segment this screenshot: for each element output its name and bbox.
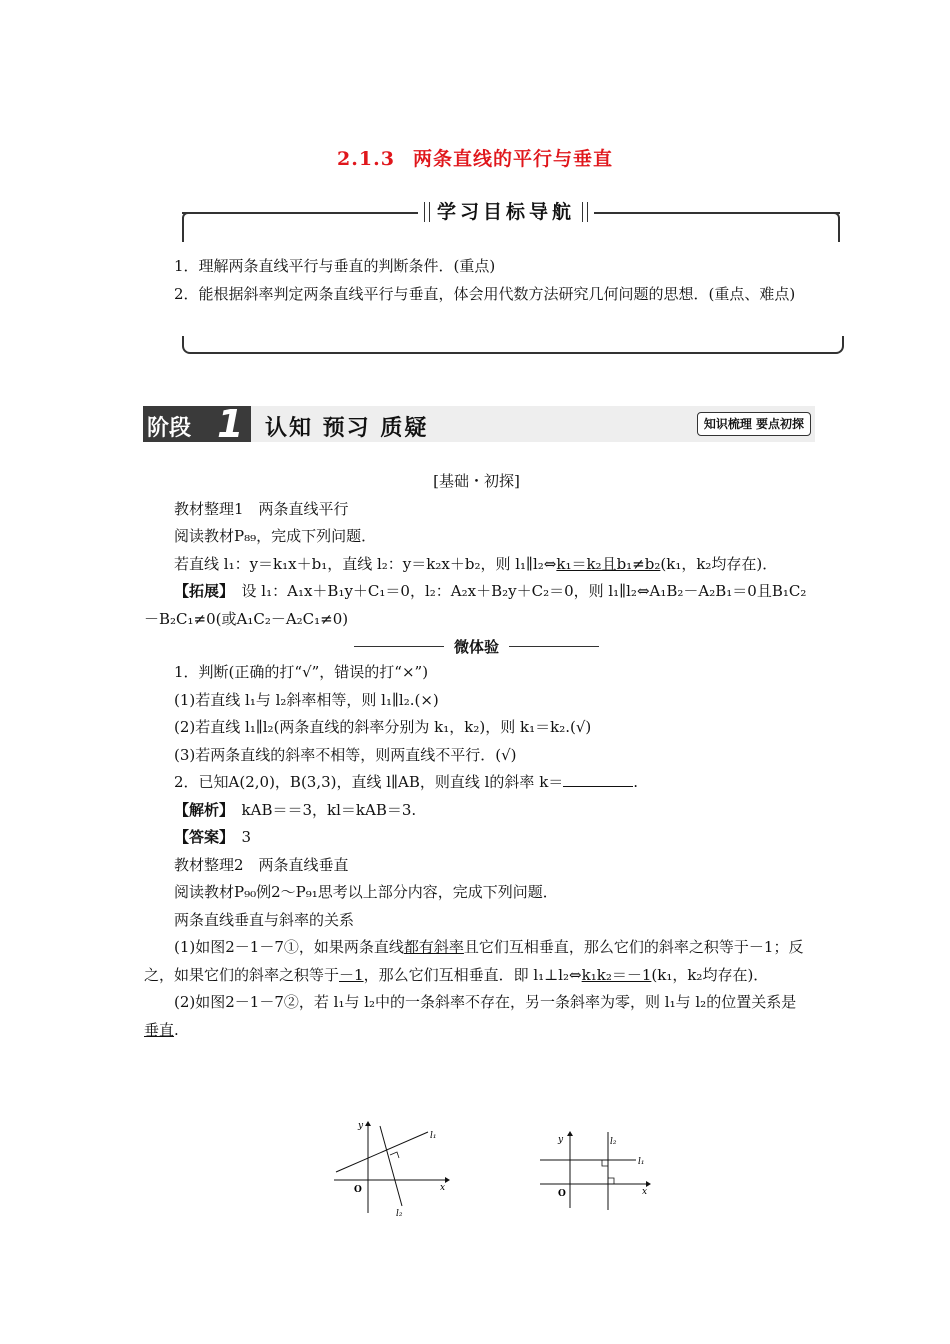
fig1-l1-label: l₁ [430,1131,437,1141]
question-1-item: (1)若直线 l₁与 l₂斜率相等，则 l₁∥l₂.(×) [174,690,439,709]
fig2-y-label: y [558,1135,564,1145]
material-1-heading: 教材整理1 两条直线平行 [174,499,349,518]
section-title: 两条直线的平行与垂直 [412,148,613,170]
goals-frame-bottom [182,336,844,354]
fig1-l2-label: l₂ [396,1209,403,1218]
stage-tag: 知识梳理 要点初探 [697,412,811,436]
material-2-read: 阅读教材P₉₀例2～P₉₁思考以上部分内容，完成下列问题． [174,883,558,901]
fig2-l2-label: l₂ [610,1137,617,1147]
section-number: 2.1.3 [337,148,395,170]
perpendicular-rule-1: (1)如图2－1－7①，如果两条直线都有斜率且它们互相垂直，那么它们的斜率之积等于－1；反之，如果它们的斜率之积等于－1，那么它们互相垂直．即 l₁⊥l₂⇔k₁k₂＝－1(k₁，k₂均存在)． [144,938,804,984]
material-2-heading: 教材整理2 两条直线垂直 [174,855,349,874]
goal-item: 2．能根据斜率判定两条直线平行与垂直，体会用代数方法研究几何问题的思想．(重点、难点) [174,285,796,303]
fig2-x-label: x [642,1187,648,1197]
material-2-subtitle: 两条直线垂直与斜率的关系 [174,910,355,929]
stage-label: 阶段 [147,416,192,441]
question-2: 2．已知A(2,0)，B(3,3)，直线 l∥AB，则直线 l的斜率 k＝ . [174,773,639,791]
answer: 【答案】 3 [174,828,252,846]
goals-banner-label: 学习目标导航 [418,198,594,226]
fig1-y-label: y [358,1121,364,1131]
extension: 【拓展】 设 l₁：A₁x＋B₁y＋C₁＝0，l₂：A₂x＋B₂y＋C₂＝0，则 l₁∥l₂⇔A₁B₂－A₂B₁＝0且B₁C₂－B₂C₁≠0(或A₁C₂－A₂C₁≠0) [144,582,807,628]
figure-2 [538,1118,658,1218]
content-body [144,468,809,1044]
analysis: 【解析】 kAB＝＝3，kl＝kAB＝3. [174,800,417,819]
figure-1 [330,1118,450,1218]
fig1-x-label: x [440,1183,446,1193]
stage-title: 认知 预习 质疑 [265,416,429,441]
fig2-origin-label: O [558,1189,566,1199]
question-1-item: (2)若直线 l₁∥l₂(两条直线的斜率分别为 k₁，k₂)，则 k₁＝k₂.(√) [174,718,592,736]
goal-item: 1．理解两条直线平行与垂直的判断条件．(重点) [174,257,496,275]
goals-list [144,252,809,308]
stage-number: 1 [217,402,244,446]
stage-badge [143,402,251,446]
question-1-item: (3)若两条直线的斜率不相等，则两直线不平行．(√) [174,745,517,764]
section-tag: [基础・初探] [433,472,520,490]
material-1-read: 阅读教材P₈₉，完成下列问题． [174,527,377,545]
question-1: 1．判断(正确的打“√”，错误的打“×”) [174,663,429,681]
fig1-origin-label: O [354,1185,362,1195]
page-title [0,144,950,171]
micro-experience-heading: 微体验 [144,633,809,659]
stage-header [143,402,815,446]
perpendicular-rule-2: (2)如图2－1－7②，若 l₁与 l₂中的一条斜率不存在，另一条斜率为零，则 l₁与 l₂的位置关系是垂直. [144,993,797,1039]
figures [330,1118,660,1218]
goals-banner [182,198,840,244]
fig2-l1-label: l₁ [638,1157,645,1167]
parallel-rule: 若直线 l₁：y＝k₁x＋b₁，直线 l₂：y＝k₂x＋b₂，则 l₁∥l₂⇔k₁＝k₂且b₁≠b₂(k₁，k₂均存在)． [174,554,778,573]
